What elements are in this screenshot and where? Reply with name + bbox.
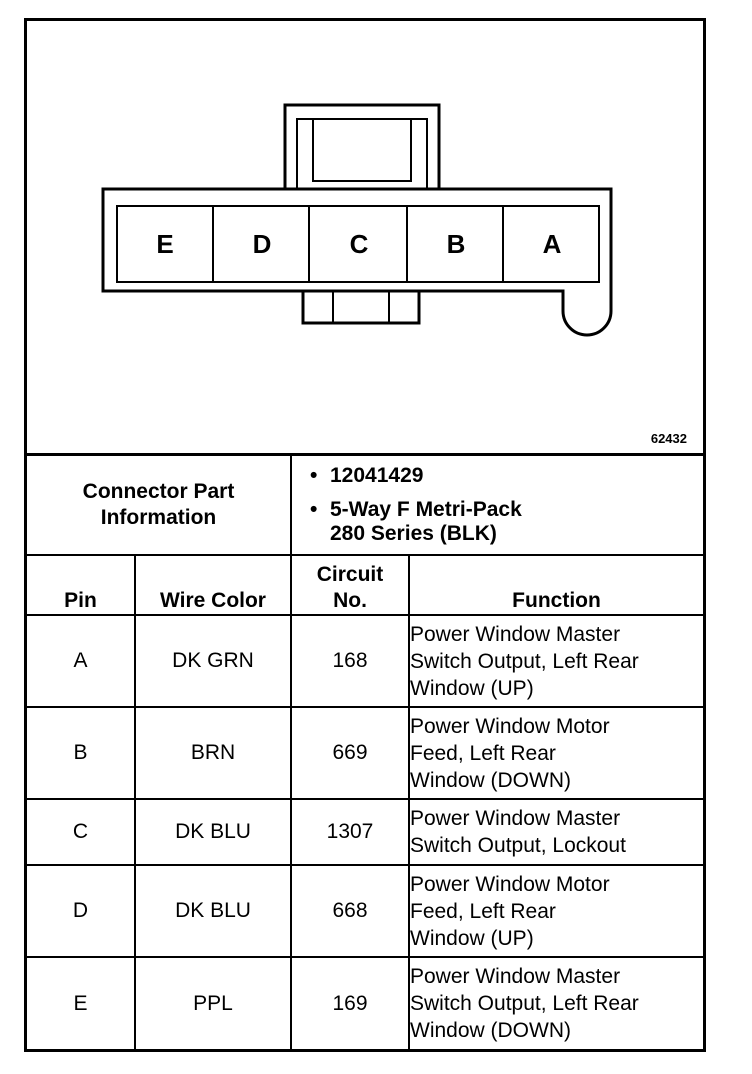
function-cell: Power Window Master Switch Output, Left Rear Window (DOWN)	[409, 957, 703, 1049]
part-info-label: Connector Part Information	[27, 455, 291, 556]
connector-type: • 5-Way F Metri-Pack 280 Series (BLK)	[330, 498, 703, 546]
table-row	[27, 799, 703, 865]
part-info-values	[291, 455, 703, 556]
function-cell: Power Window Master Switch Output, Lockout	[409, 799, 703, 865]
circuit-cell: 668	[291, 865, 409, 957]
wire-color-cell: DK BLU	[135, 799, 291, 865]
pin-label: C	[349, 229, 369, 259]
latch-tab	[313, 119, 411, 181]
circuit-cell: 169	[291, 957, 409, 1049]
function-cell: Power Window Master Switch Output, Left Rear Window (UP)	[409, 615, 703, 707]
circuit-cell: 168	[291, 615, 409, 707]
function-cell: Power Window Motor Feed, Left Rear Window (DOWN)	[409, 707, 703, 799]
wire-color-cell: BRN	[135, 707, 291, 799]
latch-inner	[297, 119, 427, 189]
part-number: • 12041429	[330, 464, 703, 488]
pin-cell: C	[27, 799, 135, 865]
figure-number: 62432	[650, 431, 687, 446]
table-row	[27, 615, 703, 707]
header-pin: Pin	[27, 555, 135, 615]
wire-color-cell: DK GRN	[135, 615, 291, 707]
table-header-row	[27, 555, 703, 615]
pin-cell: A	[27, 615, 135, 707]
pin-cell: E	[27, 957, 135, 1049]
circuit-cell: 1307	[291, 799, 409, 865]
wire-color-cell: DK BLU	[135, 865, 291, 957]
wire-color-cell: PPL	[135, 957, 291, 1049]
pin-cell: D	[27, 865, 135, 957]
connector-drawing	[27, 21, 703, 453]
connector-diagram-frame	[24, 18, 706, 1052]
connector-illustration	[27, 21, 703, 453]
function-cell: Power Window Motor Feed, Left Rear Window (UP)	[409, 865, 703, 957]
pin-cell: B	[27, 707, 135, 799]
table-row	[27, 707, 703, 799]
circuit-cell: 669	[291, 707, 409, 799]
table-row	[27, 865, 703, 957]
connector-pinout-table	[27, 453, 703, 1049]
header-function: Function	[409, 555, 703, 615]
bottom-lock	[303, 291, 419, 323]
connector-housing	[103, 189, 611, 335]
pin-label: B	[446, 229, 466, 259]
pin-label: A	[542, 229, 562, 259]
latch-outer	[285, 105, 439, 189]
pin-label: D	[252, 229, 272, 259]
pin-label: E	[156, 229, 174, 259]
header-wire-color: Wire Color	[135, 555, 291, 615]
table-row	[27, 957, 703, 1049]
header-circuit: Circuit No.	[291, 555, 409, 615]
